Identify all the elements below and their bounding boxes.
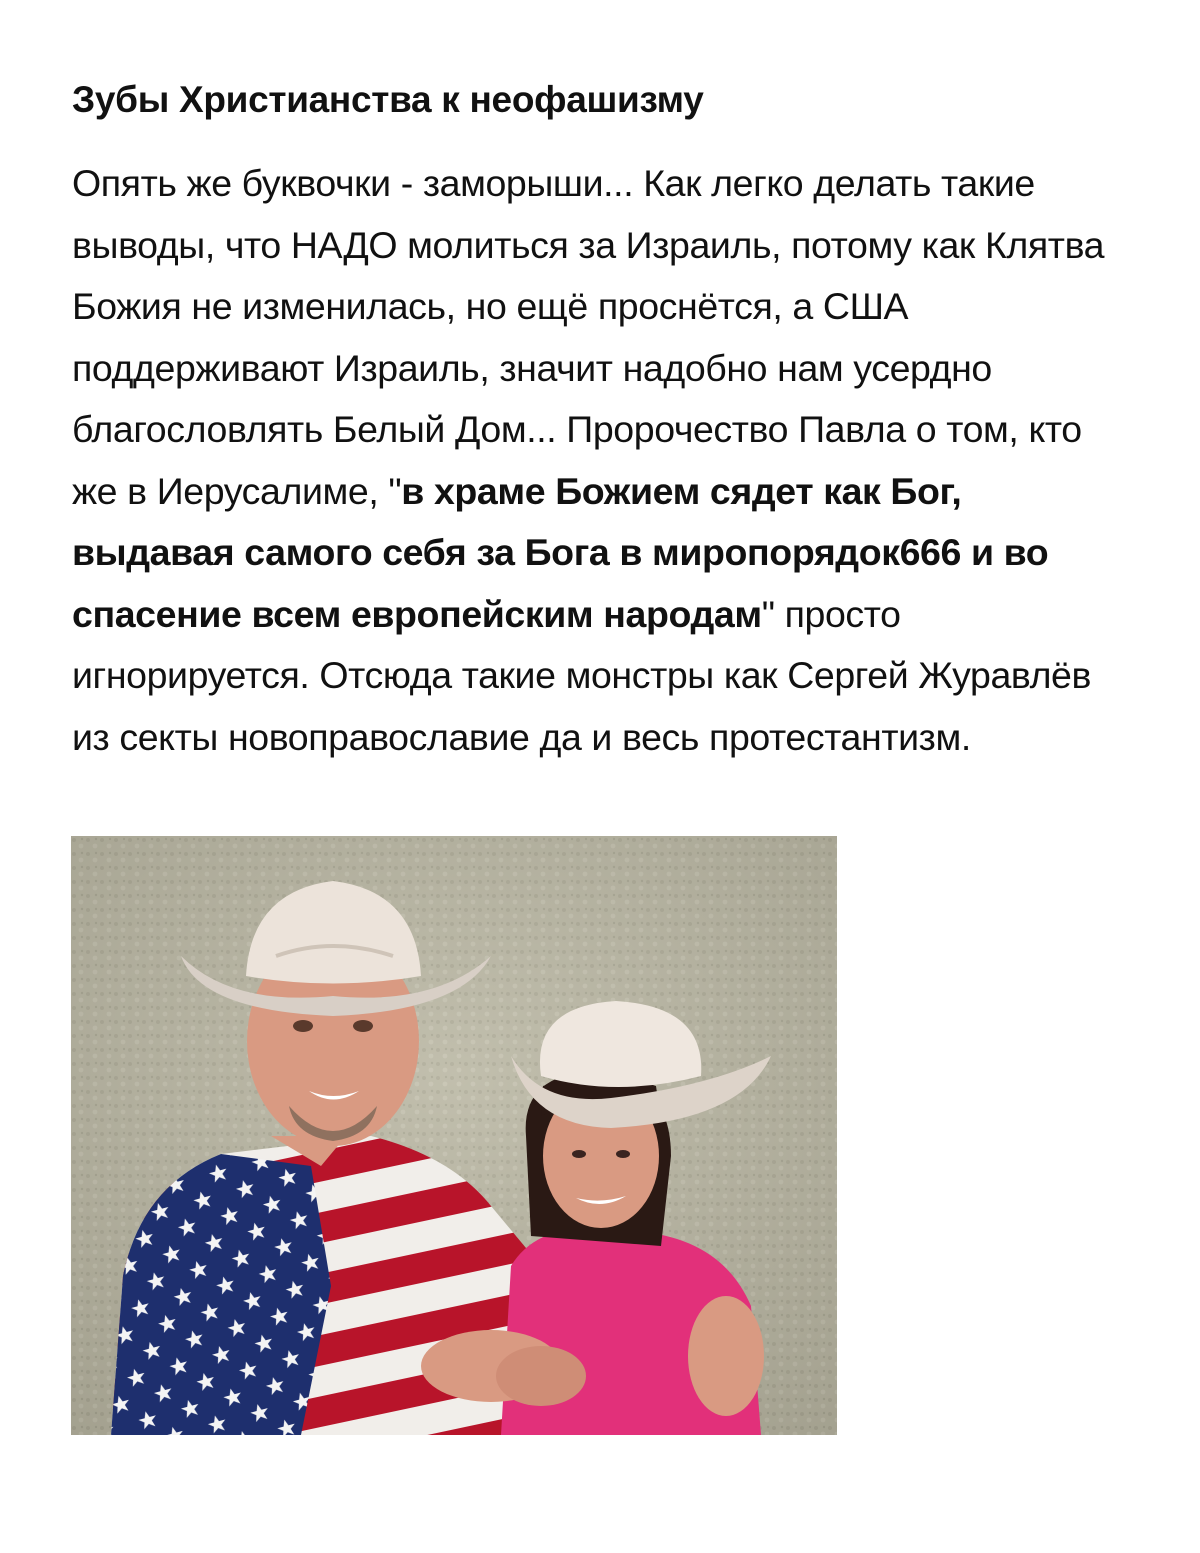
- couple-photo: [71, 836, 837, 1435]
- page-title: Зубы Христианства к неофашизму: [72, 79, 704, 120]
- paragraph-text-start: Опять же буквочки - заморыши... Как легко делать такие выводы, что НАДО молиться за Израиль, потому как Клятва Божия не изменилась, но ещё проснётся, а США поддерживают Израиль, значит надобно нам усердно благословлять Белый Дом... Пророчество Павла о том, кто же в Иерусалиме, ": [72, 162, 1105, 512]
- bold-quote: в храме Божием сядет как Бог, выдавая самого себя за Бога в миропорядок666 и во спасение всем европейским народам: [72, 469, 1049, 635]
- article-paragraph: [72, 153, 1130, 768]
- paragraph-text-end: " просто игнорируется. Отсюда такие монстры как Сергей Журавлёв из секты новоправославие да и весь протестантизм.: [72, 592, 1092, 758]
